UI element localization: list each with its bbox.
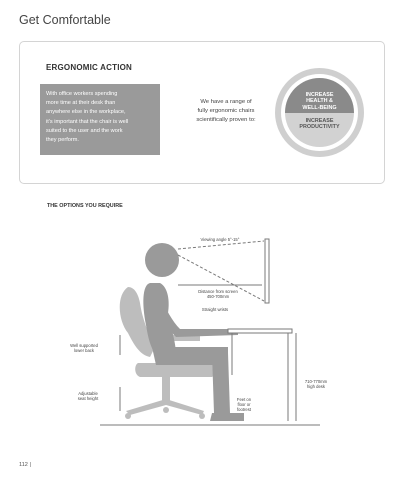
person-shin <box>212 353 230 413</box>
intro-box <box>40 84 160 155</box>
diagram-labels <box>70 237 328 412</box>
chair-wheel <box>163 407 169 413</box>
panel-heading: ERGONOMIC ACTION <box>46 63 133 72</box>
range-line: We have a range of <box>200 99 252 105</box>
intro-line: anywhere else in the workplace, <box>46 109 126 116</box>
wrists-label: Straight wrists <box>201 307 229 312</box>
desk-height-label: high desk <box>307 384 325 389</box>
benefit-health-line: INCREASE <box>305 92 334 98</box>
benefit-productivity-line: INCREASE <box>305 118 334 124</box>
intro-line: it's important that the chair is well <box>46 118 129 125</box>
ergonomic-diagram <box>0 225 407 435</box>
intro-text <box>46 90 156 145</box>
seat-label: seat height <box>77 396 99 401</box>
desk-height-label: 710-770mm <box>304 379 328 384</box>
intro-line: more time at their desk than <box>46 100 116 107</box>
range-text <box>177 98 275 126</box>
benefit-health-line: HEALTH & <box>306 98 333 105</box>
feet-label: floor or <box>237 402 251 407</box>
back-label: lower back <box>73 348 95 353</box>
range-line: scientifically proven to: <box>196 117 256 124</box>
feet-label: Feet on <box>236 397 252 402</box>
viewing-angle-label: Viewing angle 5°-15° <box>200 237 240 242</box>
seat-label: Adjustable <box>78 391 98 396</box>
intro-line: they perform. <box>46 137 79 144</box>
desk-top <box>228 329 292 333</box>
person-head <box>145 243 179 277</box>
feet-label: footrest <box>237 407 251 412</box>
back-label: Well supported <box>70 343 98 348</box>
range-line: fully ergonomic chairs <box>197 108 255 115</box>
chair-wheel <box>199 413 205 419</box>
person-foot <box>210 413 244 421</box>
intro-line: With office workers spending <box>46 91 118 97</box>
distance-label: Distance from screen <box>198 289 238 294</box>
ergonomic-action-panel <box>19 41 385 184</box>
intro-line: suited to the user and the work <box>46 127 123 134</box>
benefit-health-line: WELL-BEING <box>302 104 337 111</box>
monitor <box>265 239 269 303</box>
chair-wheel <box>125 413 131 419</box>
page-title: Get Comfortable <box>19 13 111 27</box>
options-heading: THE OPTIONS YOU REQUIRE <box>47 203 123 209</box>
benefit-productivity-line: PRODUCTIVITY <box>299 124 340 131</box>
sightline-upper <box>178 241 264 249</box>
distance-label: 450-700mm <box>206 294 230 299</box>
chair-column <box>162 377 170 401</box>
benefits-circle <box>275 68 364 157</box>
page-number: 112 | <box>19 462 31 468</box>
chair-seat <box>135 363 215 377</box>
